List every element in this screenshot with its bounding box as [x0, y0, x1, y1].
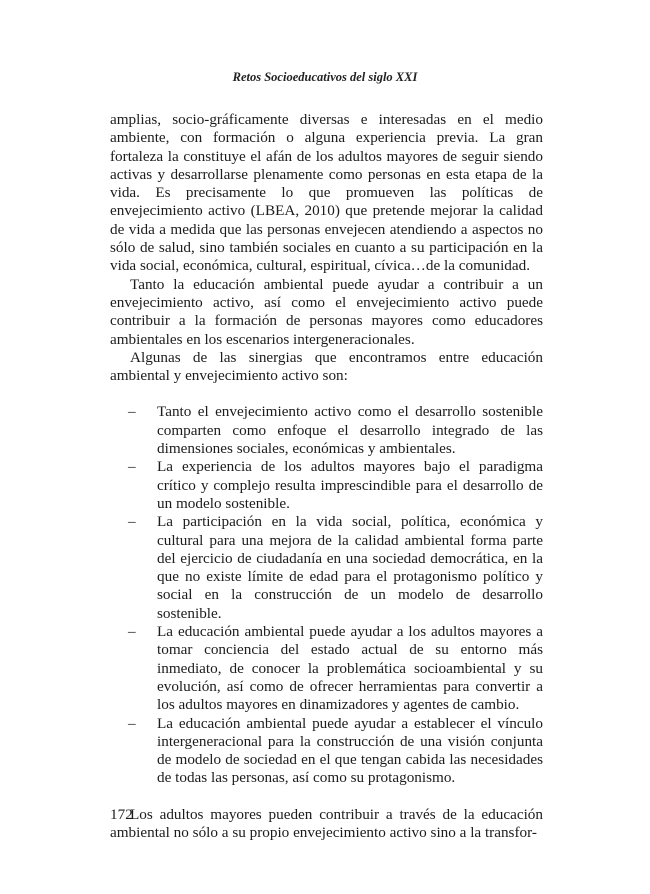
dash-bullet: – [128, 458, 136, 476]
paragraph-2: Tanto la educación ambiental puede ayudar a contribuir a un envejecimiento activo, así como el envejecimiento activo puede contribuir a la formación de personas mayores como educadores ambientales en los escenarios intergeneracionales. [110, 275, 543, 348]
list-item-text: La participación en la vida social, política, económica y cultural para una mejora de la calidad ambiental forma parte del ejercicio de ciudadanía en una sociedad democrática, en la que no existe límite de edad para el protagonismo político y social en la construcción de un modelo de desarrollo sostenible. [157, 513, 543, 622]
list-item [128, 458, 543, 513]
paragraph-4: Los adultos mayores pueden contribuir a través de la educación ambiental no sólo a su propio envejecimiento activo sino a la transfor- [110, 805, 543, 841]
list-item-text: Tanto el envejecimiento activo como el desarrollo sostenible comparten como enfoque el desarrollo integrado de las dimensiones sociales, económicas y ambientales. [157, 403, 543, 458]
list-item [128, 714, 543, 788]
list-item-text: La educación ambiental puede ayudar a establecer el vínculo intergeneracional para la construcción de una visión conjunta de modelo de sociedad en el que tengan cabida las necesidades de todas las personas, así como su protagonismo. [157, 714, 543, 787]
dash-bullet: – [128, 714, 136, 732]
paragraph-3: Algunas de las sinergias que encontramos entre educación ambiental y envejecimiento activo son: [110, 348, 543, 385]
body-text [110, 111, 543, 842]
dash-bullet: – [128, 403, 136, 421]
dash-bullet: – [128, 513, 136, 531]
list-item-text: La educación ambiental puede ayudar a los adultos mayores a tomar conciencia del estado actual de su entorno más inmediato, de conocer la problemática socioambiental y su evolución, así como de ofrecer herramientas para convertir a los adultos mayores en dinamizadores y agentes de cambio. [157, 623, 543, 714]
list-item [128, 623, 543, 714]
list-item [128, 513, 543, 623]
synergies-list [110, 403, 543, 787]
paragraph-1: amplias, socio-gráficamente diversas e interesadas en el medio ambiente, con formación o alguna experiencia previa. La gran fortaleza la constituye el afán de los adultos mayores de seguir siendo activas y desarrollarse plenamente como personas en esta etapa de la vida. Es precisamente lo que promueven las políticas de envejecimiento activo (LBEA, 2010) que pretende mejorar la calidad de vida a medida que las personas envejecen atendiendo a aspectos no sólo de salud, sino también sociales en cuanto a su participación en la vida social, económica, cultural, espiritual, cívica…de la comunidad. [110, 111, 543, 275]
page-number: 172 [110, 806, 133, 823]
list-item [128, 403, 543, 458]
list-item-text: La experiencia de los adultos mayores bajo el paradigma crítico y complejo resulta imprescindible para el desarrollo de un modelo sostenible. [157, 458, 543, 512]
running-header: Retos Socioeducativos del siglo XXI [232, 70, 418, 84]
dash-bullet: – [128, 623, 136, 641]
